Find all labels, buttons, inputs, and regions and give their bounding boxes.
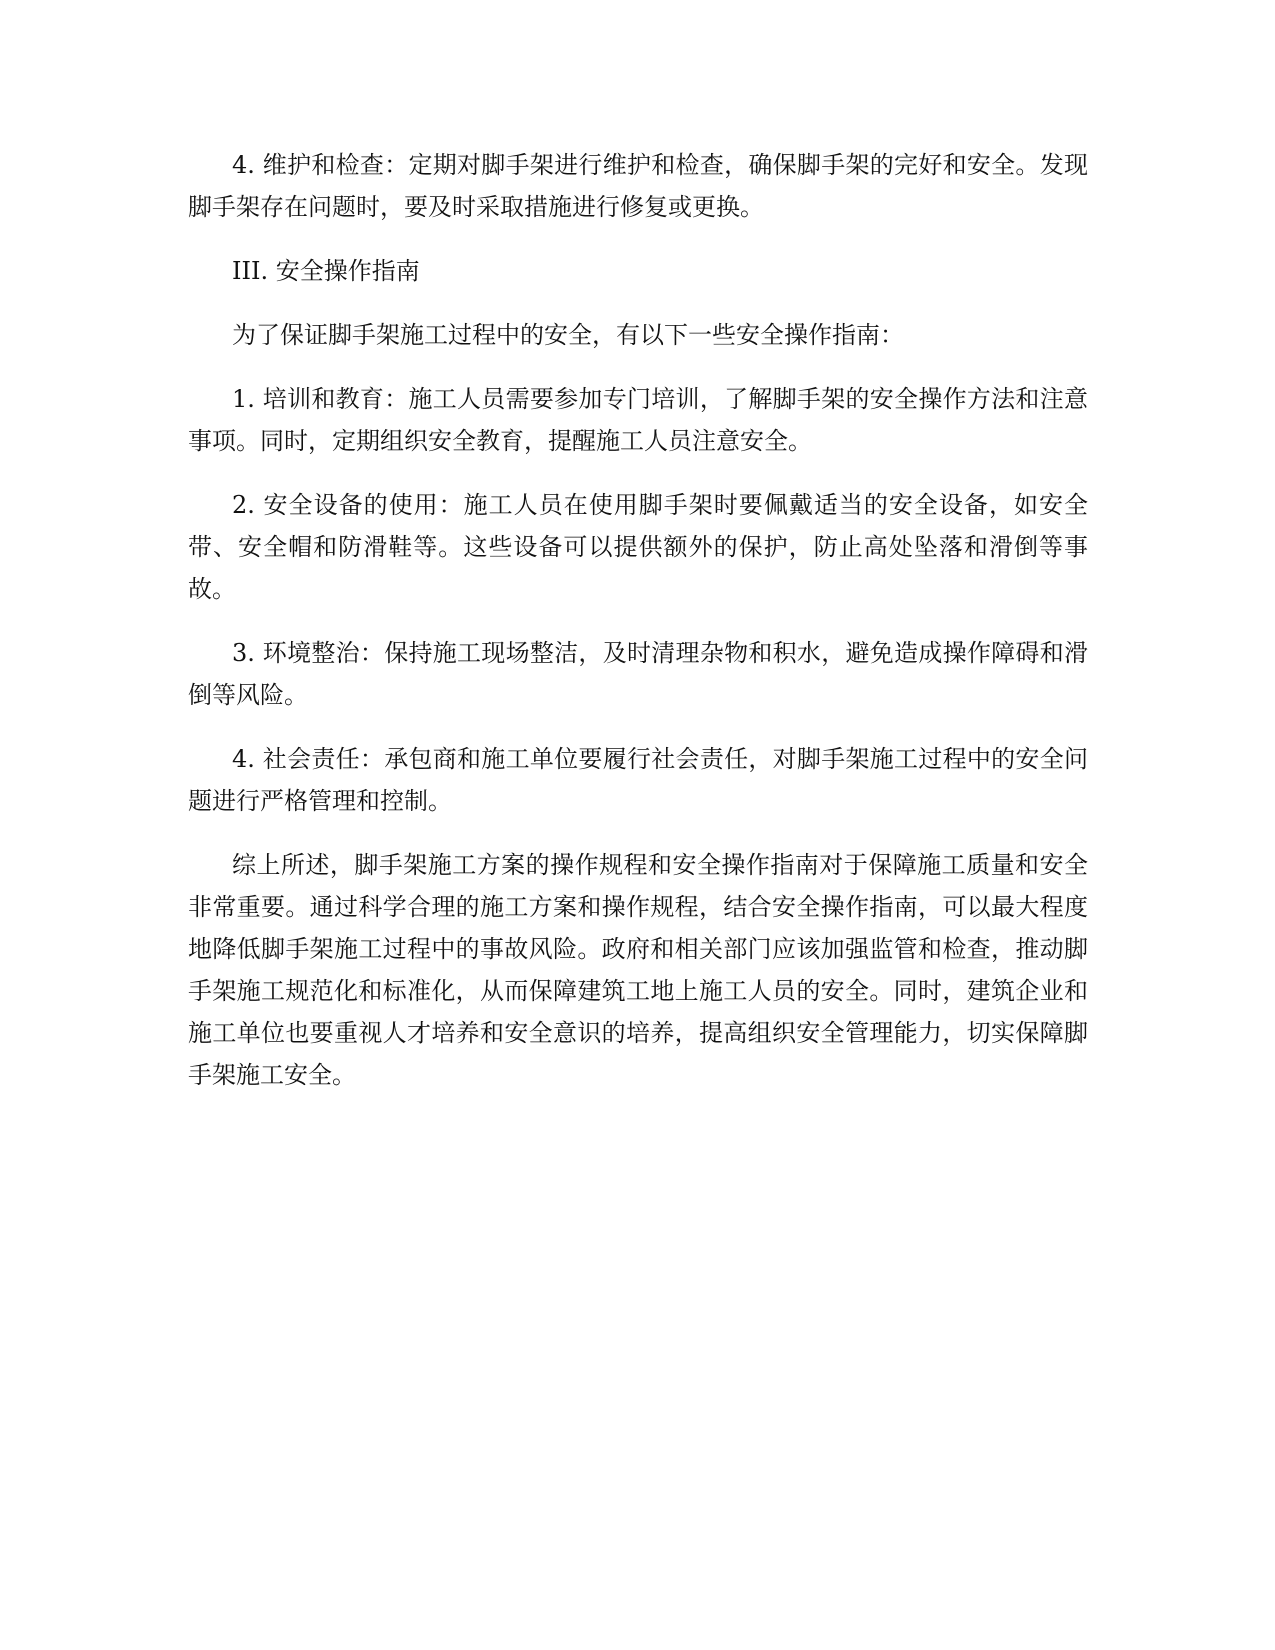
paragraph-social-responsibility: 4. 社会责任：承包商和施工单位要履行社会责任，对脚手架施工过程中的安全问题进行严格管理和控制。 [188,745,1088,815]
paragraph-conclusion: 综上所述，脚手架施工方案的操作规程和安全操作指南对于保障施工质量和安全非常重要。通过科学合理的施工方案和操作规程，结合安全操作指南，可以最大程度地降低脚手架施工过程中的事故风险。政府和相关部门应该加强监管和检查，推动脚手架施工规范化和标准化，从而保障建筑工地上施工人员的安全。同时，建筑企业和施工单位也要重视人才培养和安全意识的培养，提高组织安全管理能力，切实保障脚手架施工安全。 [188,851,1088,1089]
paragraph-maintenance-inspection: 4. 维护和检查：定期对脚手架进行维护和检查，确保脚手架的完好和安全。发现脚手架存在问题时，要及时采取措施进行修复或更换。 [188,151,1088,221]
paragraph-training-education: 1. 培训和教育：施工人员需要参加专门培训，了解脚手架的安全操作方法和注意事项。同时，定期组织安全教育，提醒施工人员注意安全。 [188,385,1088,455]
paragraph-intro-safety-guide: 为了保证脚手架施工过程中的安全，有以下一些安全操作指南： [232,321,904,349]
paragraph-environment: 3. 环境整治：保持施工现场整洁，及时清理杂物和积水，避免造成操作障碍和滑倒等风险。 [188,639,1088,709]
document-body [188,144,1088,1096]
section-heading-safety-guide: III. 安全操作指南 [232,257,420,285]
paragraph-safety-equipment: 2. 安全设备的使用：施工人员在使用脚手架时要佩戴适当的安全设备，如安全带、安全帽和防滑鞋等。这些设备可以提供额外的保护，防止高处坠落和滑倒等事故。 [188,491,1088,603]
